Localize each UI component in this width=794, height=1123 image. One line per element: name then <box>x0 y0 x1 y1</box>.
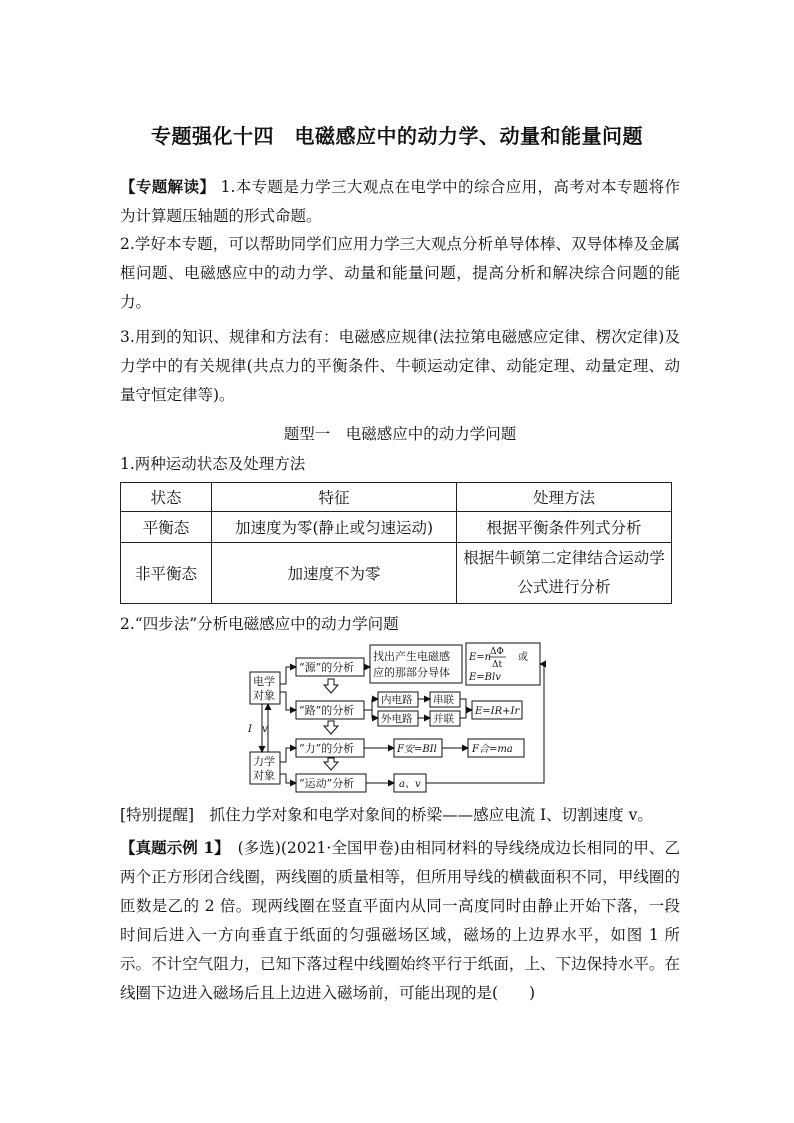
emf-n: E=n <box>469 652 492 663</box>
table-header: 状态 <box>121 483 212 512</box>
outer-circuit-label: 外电路 <box>381 713 413 725</box>
intro-paragraph-2: 2.学好本专题，可以帮助同学们应用力学三大观点分析单导体棒、双导体棒及金属框问题、电磁感应中的动力学、动量和能量问题，提高分析和解决综合问题的能力。 <box>120 235 680 311</box>
intro-label: 【专题解读】 <box>120 177 216 196</box>
mech-object-line2: 对象 <box>253 769 275 782</box>
series-label: 串联 <box>433 694 454 706</box>
emf-or: 或 <box>518 652 528 663</box>
table-cell: 非平衡态 <box>121 543 212 604</box>
table-header: 处理方法 <box>457 483 672 512</box>
states-table <box>120 482 672 604</box>
source-label: “源”的分析 <box>299 661 355 674</box>
table-cell: 根据牛顿第二定律结合运动学公式进行分析 <box>457 543 672 604</box>
example-paragraph: 【真题示例 1】 (多选)(2021·全国甲卷)由相同材料的导线绕成边长相同的甲、乙两个正方形闭合线圈，两线圈的质量相等，但所用导线的横截面积不同，甲线圈的匝数是乙的 2 倍。现两线圈在竖直平面内从同一高度同时由静止开始下落，一段时间后进入一方向垂直于纸面的匀强磁场区域，磁场的上边界水平，如图 1 所示。不计空气阻力，已知下落过程中线圈始终平行于纸面，上、下边保持水平。在线圈下边进入磁场后且上边进入磁场前，可能出现的是( ) <box>120 838 680 1002</box>
link-label: I v <box>248 724 268 735</box>
table-cell: 加速度不为零 <box>212 543 457 604</box>
arrow-to-source <box>280 667 296 684</box>
table-cell: 平衡态 <box>121 512 212 543</box>
table-header: 特征 <box>212 483 457 512</box>
arrow-to-force <box>280 748 296 762</box>
circuit-formula: E=IR+Ir <box>475 706 520 717</box>
arrow-to-motion <box>280 774 296 783</box>
ampere-force-formula: F安=BIl <box>397 744 437 755</box>
source-detail-line1: 找出产生电磁感 <box>373 650 450 663</box>
example-label: 【真题示例 1】 <box>120 838 222 857</box>
down-arrow-icon <box>324 721 338 734</box>
subheading-states: 1.两种运动状态及处理方法 <box>120 455 306 473</box>
parallel-label: 并联 <box>433 713 454 725</box>
source-detail-line2: 应的那部分导体 <box>373 666 450 679</box>
special-tip: [特别提醒] 抓住力学对象和电学对象间的桥梁——感应电流 I、切割速度 v。 <box>120 806 653 824</box>
emf-numerator: ΔΦ <box>490 647 504 657</box>
electric-object-line1: 电学 <box>253 675 275 688</box>
section-heading: 题型一 电磁感应中的动力学问题 <box>283 425 517 443</box>
force-label: “力”的分析 <box>299 742 355 755</box>
motion-label: “运动”分析 <box>299 777 355 790</box>
table-cell: 加速度为零(静止或匀速运动) <box>212 512 457 543</box>
emf-blv: E=Blv <box>469 672 501 683</box>
down-arrow-icon <box>324 679 338 693</box>
mech-object-line1: 力学 <box>253 755 275 768</box>
intro-paragraph-3: 3.用到的知识、规律和方法有：电磁感应规律(法拉第电磁感应定律、楞次定律)及力学中的有关规律(共点力的平衡条件、牛顿运动定律、动能定理、动量定理、动量守恒定律等)。 <box>120 328 680 404</box>
subheading-four-steps: 2.“四步法”分析电磁感应中的动力学问题 <box>120 615 399 633</box>
av-label: a、v <box>399 779 421 790</box>
table-row <box>121 543 672 604</box>
circuit-label: “路”的分析 <box>299 704 355 717</box>
page-title: 专题强化十四 电磁感应中的动力学、动量和能量问题 <box>151 124 643 148</box>
intro-paragraph-1: 【专题解读】 1.本专题是力学三大观点在电学中的综合应用，高考对本专题将作为计算题压轴题的形式命题。 <box>120 177 680 225</box>
arrow-to-circuit <box>280 692 296 710</box>
table-cell: 根据平衡条件列式分析 <box>457 512 672 543</box>
four-step-flowchart <box>244 640 550 800</box>
table-row <box>121 512 672 543</box>
net-force-formula: F合=ma <box>472 744 513 755</box>
electric-object-line2: 对象 <box>253 689 275 702</box>
table-header-row <box>121 483 672 512</box>
inner-circuit-label: 内电路 <box>381 694 413 706</box>
down-arrow-icon <box>324 758 338 770</box>
tip-label: [特别提醒] <box>120 806 195 824</box>
emf-denominator: Δt <box>492 660 503 670</box>
